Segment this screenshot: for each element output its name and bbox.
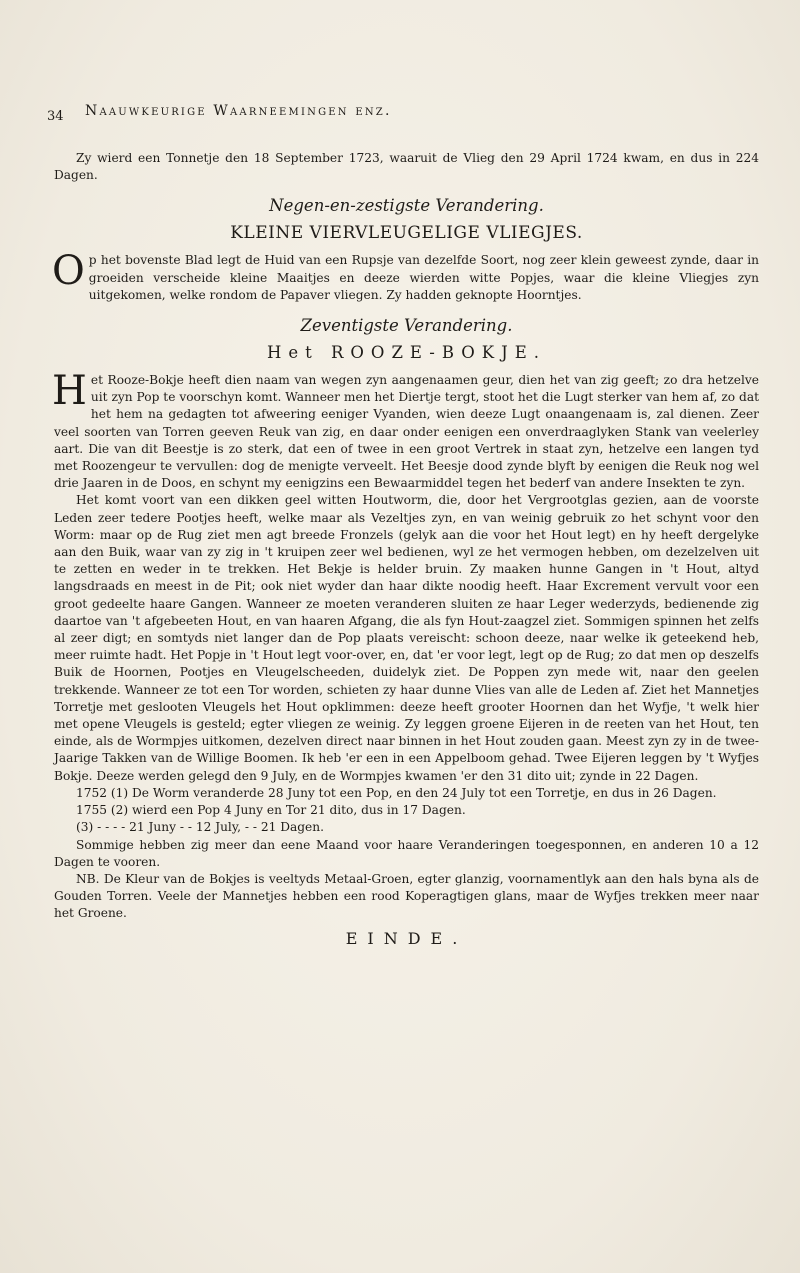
section-70-title: Zeventigste Verandering.	[300, 316, 513, 336]
section-69-paragraph	[52, 248, 759, 304]
section-70-paragraph-7: NB. De Kleur van de Bokjes is veeltyds Metaal-Groen, egter glanzig, voornamentlyk aan den hals byna als de Gouden Torren. Veele der Mannetjes hebben een rood Koperagtigen glans, maar de Wyfjes trekken meer naar het Groene.	[54, 871, 759, 921]
section-70-paragraph-1	[52, 368, 759, 492]
finis-mark: EINDE.	[345, 928, 468, 948]
section-70-paragraph-5: (3) - - - - 21 Juny - - 12 July, - - 21 Dagen.	[76, 820, 324, 835]
drop-cap: O	[52, 248, 85, 295]
section-70-paragraph-3: 1752 (1) De Worm veranderde 28 Juny tot een Pop, en den 24 July tot een Torretje, en dus in 26 Dagen.	[76, 785, 717, 800]
drop-cap: H	[52, 368, 87, 415]
section-70-paragraph-4: 1755 (2) wierd een Pop 4 Juny en Tor 21 dito, dus in 17 Dagen.	[76, 803, 466, 818]
section-69-title: Negen-en-zestigste Verandering.	[269, 196, 544, 216]
section-69-heading: KLEINE VIERVLEUGELIGE VLIEGJES.	[230, 223, 583, 244]
running-head: Naauwkeurige Waarneemingen enz.	[85, 103, 392, 119]
section-70-text-1: et Rooze-Bokje heeft dien naam van wegen zyn aangenaamen geur, dien het van zig geeft; zo dra hetzelve uit zyn Pop te voorschyn komt. Wanneer men het Diertje tergt, stoot het die Lugt sterker van hem af, zo dat het hem na gedagten tot afweering eeniger Vyanden, wien deeze Lugt onaangenaam is, zal dienen. Zeer veel soorten van Torren geeven Reuk van zig, en daar onder eenigen een onverdraaglyken Stank van veelerley aart. Die van dit Beestje is zo sterk, dat een of twee in een groot Vertrek in staat zyn, hetzelve een langen tyd met Roozengeur te vervullen: dog de menigte verveelt. Het Beesje dood zynde blyft by eenigen die Reuk nog wel drie Jaaren in de Doos, en schynt my eenigzins een Bewaarmiddel tegen het bederf van andere Insekten te zyn.	[54, 373, 759, 491]
text-block	[54, 150, 759, 948]
section-70-heading: Het ROOZE-BOKJE.	[266, 343, 547, 363]
section-70-paragraph-2: Het komt voort van een dikken geel witten Houtworm, die, door het Vergrootglas gezien, aan de voorste Leden zeer tedere Pootjes heeft, welke maar als Vezeltjes zyn, en van weinig gebruik zo het schynt voor den Worm: maar op de Rug ziet men agt breede Fronzels (gelyk aan die voor het Hout legt) en hy heeft dergelyke aan den Buik, waar van zy zig in 't kruipen zeer wel bedienen, wyl ze het vermogen hebben, om dezelzelven uit te zetten en weder in te trekken. Het Bekje is helder bruin. Zy maaken hunne Gangen in 't Hout, altyd langsdraads en meest in de Pit; ook niet wyder dan haar dikte noodig heeft. Haar Excrement vervult voor een groot gedeelte haare Gangen. Wanneer ze moeten veranderen sluiten ze haar Leger wederzyds, bedienende zig daartoe van 't afgebeeten Hout, en van haaren Afgang, die als fyn Hout-zaagzel ziet. Sommigen spinnen het zelfs al zeer digt; en somtyds niet langer dan de Pop plaats vereischt: schoon deeze, naar welke ik geteekend heb, meer ruimte hadt. Het Popje in 't Hout legt voor-over, en, dat 'er voor legt, legt op de Rug; zo dat men op deszelfs Buik de Hoornen, Pootjes en Vleugelscheeden, duidelyk ziet. De Poppen zyn mede wit, naar den geelen trekkende. Wanneer ze tot een Tor worden, schieten zy haar dunne Vlies van alle de Leden af. Ziet het Mannetjes Torretje met geslooten Vleugels het Hout opklimmen: deeze heeft grooter Hoornen dan het Wyfje, 't welk hier met opene Vleugels is gesteld; egter vliegen ze weinig. Zy leggen groene Eijeren in de reeten van het Hout, ten einde, als de Wormpjes uitkomen, dezelven direct naar binnen in het Hout zouden gaan. Meest zyn zy in de twee-Jaarige Takken van de Willige Boomen. Ik heb 'er een in een Appelboom gehad. Twee Eijeren leggen by 't Wyfjes Bokje. Deeze werden gelegd den 9 July, en de Wormpjes kwamen 'er den 31 dito uit; zynde in 22 Dagen.	[54, 493, 759, 783]
page-number: 34	[47, 109, 64, 124]
intro-paragraph: Zy wierd een Tonnetje den 18 September 1723, waaruit de Vlieg den 29 April 1724 kwam, en dus in 224 Dagen.	[54, 151, 759, 183]
page-header	[47, 103, 747, 125]
section-70-paragraph-6: Sommige hebben zig meer dan eene Maand voor haare Veranderingen toegesponnen, en anderen 10 a 12 Dagen te vooren.	[54, 837, 759, 869]
section-69-text: p het bovenste Blad legt de Huid van een Rupsje van dezelfde Soort, nog zeer klein geweest zynde, daar in groeiden verscheide kleine Maaitjes en deeze wierden witte Popjes, waar die kleine Vliegjes zyn uitgekomen, welke rondom de Papaver vliegen. Zy hadden geknopte Hoorntjes.	[88, 253, 759, 302]
